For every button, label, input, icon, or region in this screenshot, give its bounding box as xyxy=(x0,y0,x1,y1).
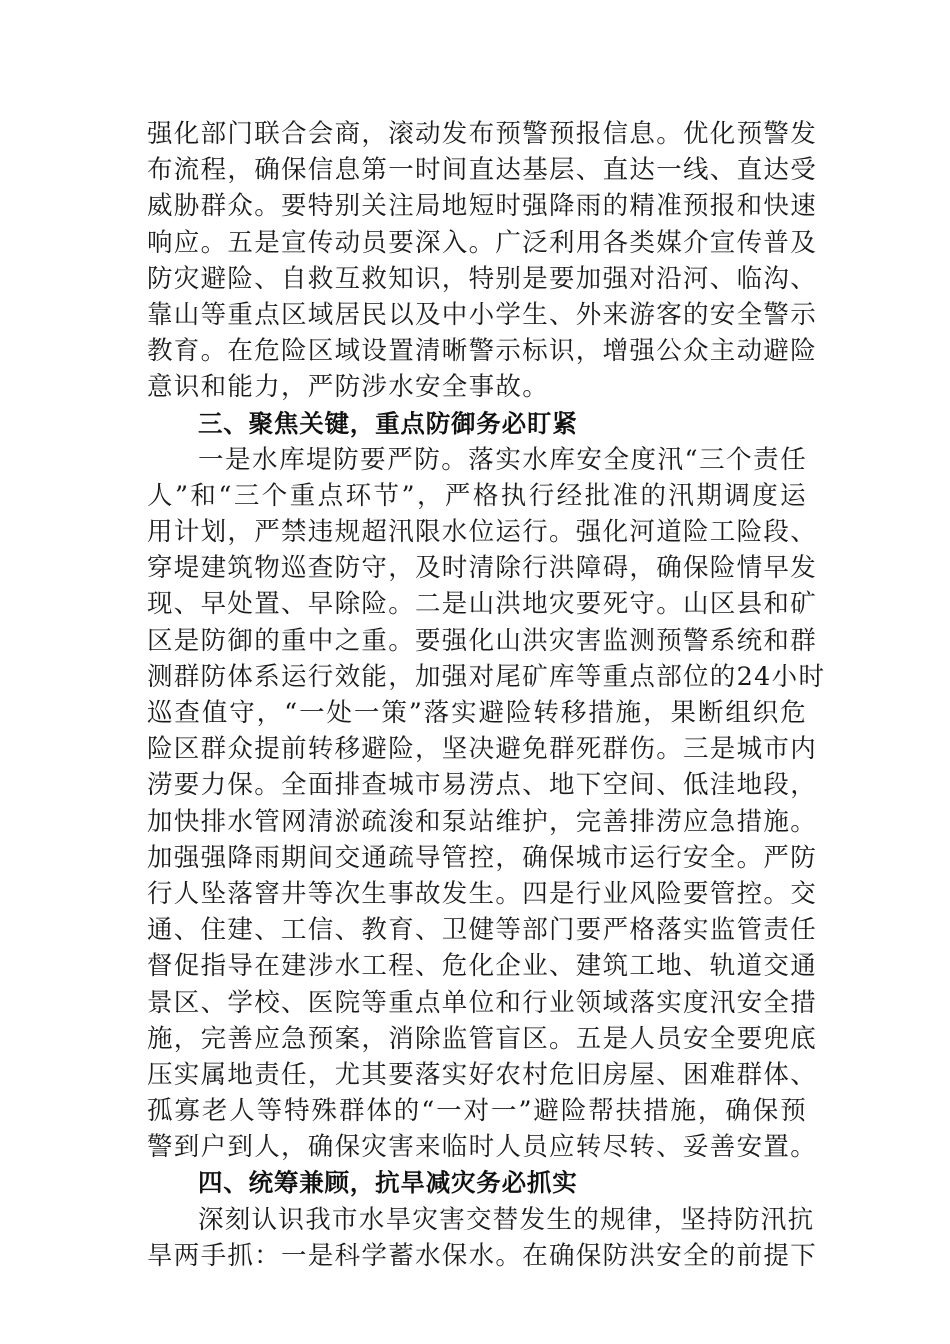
text-line: 区是防御的重中之重。要强化山洪灾害监测预警系统和群 xyxy=(147,625,818,656)
text-line: 警到户到人，确保灾害来临时人员应转尽转、妥善安置。 xyxy=(147,1132,818,1163)
text-line: 涝要力保。全面排查城市易涝点、地下空间、低洼地段， xyxy=(147,770,818,801)
text-line: 布流程，确保信息第一时间直达基层、直达一线、直达受 xyxy=(147,155,818,186)
text-line: 测群防体系运行效能，加强对尾矿库等重点部位的24小时 xyxy=(147,661,826,692)
text-line: 用计划，严禁违规超汛限水位运行。强化河道险工险段、 xyxy=(147,517,818,548)
text-line: 响应。五是宣传动员要深入。广泛利用各类媒介宣传普及 xyxy=(147,227,818,258)
text-line: 通、住建、工信、教育、卫健等部门要严格落实监管责任 xyxy=(147,915,818,946)
text-line: 教育。在危险区域设置清晰警示标识，增强公众主动避险 xyxy=(147,336,818,367)
text-line: 加强强降雨期间交通疏导管控，确保城市运行安全。严防 xyxy=(147,842,818,873)
text-line: 深刻认识我市水旱灾害交替发生的规律，坚持防汛抗 xyxy=(198,1204,815,1235)
text-line: 行人坠落窨井等次生事故发生。四是行业风险要管控。交 xyxy=(147,878,818,909)
text-line: 景区、学校、医院等重点单位和行业领域落实度汛安全措 xyxy=(147,987,818,1018)
text-line: 施，完善应急预案，消除监管盲区。五是人员安全要兜底 xyxy=(147,1023,818,1054)
text-line: 靠山等重点区域居民以及中小学生、外来游客的安全警示 xyxy=(147,299,818,330)
text-line: 穿堤建筑物巡查防守，及时清除行洪障碍，确保险情早发 xyxy=(147,553,818,584)
document-body xyxy=(147,116,826,1274)
text-line: 加快排水管网清淤疏浚和泵站维护，完善排涝应急措施。 xyxy=(147,806,818,837)
text-line: 督促指导在建涉水工程、危化企业、建筑工地、轨道交通 xyxy=(147,951,818,982)
text-line: 现、早处置、早除险。二是山洪地灾要死守。山区县和矿 xyxy=(147,589,818,620)
text-line: 压实属地责任，尤其要落实好农村危旧房屋、困难群体、 xyxy=(147,1059,818,1090)
text-line: 人”和“三个重点环节”，严格执行经批准的汛期调度运 xyxy=(147,480,807,511)
section-heading-3: 三、聚焦关键，重点防御务必盯紧 xyxy=(198,408,578,438)
text-line: 威胁群众。要特别关注局地短时强降雨的精准预报和快速 xyxy=(147,191,818,222)
section-heading-4: 四、统筹兼顾，抗旱减灾务必抓实 xyxy=(198,1168,578,1198)
text-line: 孤寡老人等特殊群体的“一对一”避险帮扶措施，确保预 xyxy=(147,1096,807,1127)
text-line: 防灾避险、自救互救知识，特别是要加强对沿河、临沟、 xyxy=(147,263,818,294)
text-line: 险区群众提前转移避险，坚决避免群死群伤。三是城市内 xyxy=(147,734,818,765)
text-line: 一是水库堤防要严防。落实水库安全度汛“三个责任 xyxy=(198,444,807,475)
text-line: 旱两手抓：一是科学蓄水保水。在确保防洪安全的前提下 xyxy=(147,1240,818,1271)
text-line: 强化部门联合会商，滚动发布预警预报信息。优化预警发 xyxy=(147,119,818,149)
text-line: 意识和能力，严防涉水安全事故。 xyxy=(147,372,550,403)
text-line: 巡查值守，“一处一策”落实避险转移措施，果断组织危 xyxy=(147,698,807,728)
